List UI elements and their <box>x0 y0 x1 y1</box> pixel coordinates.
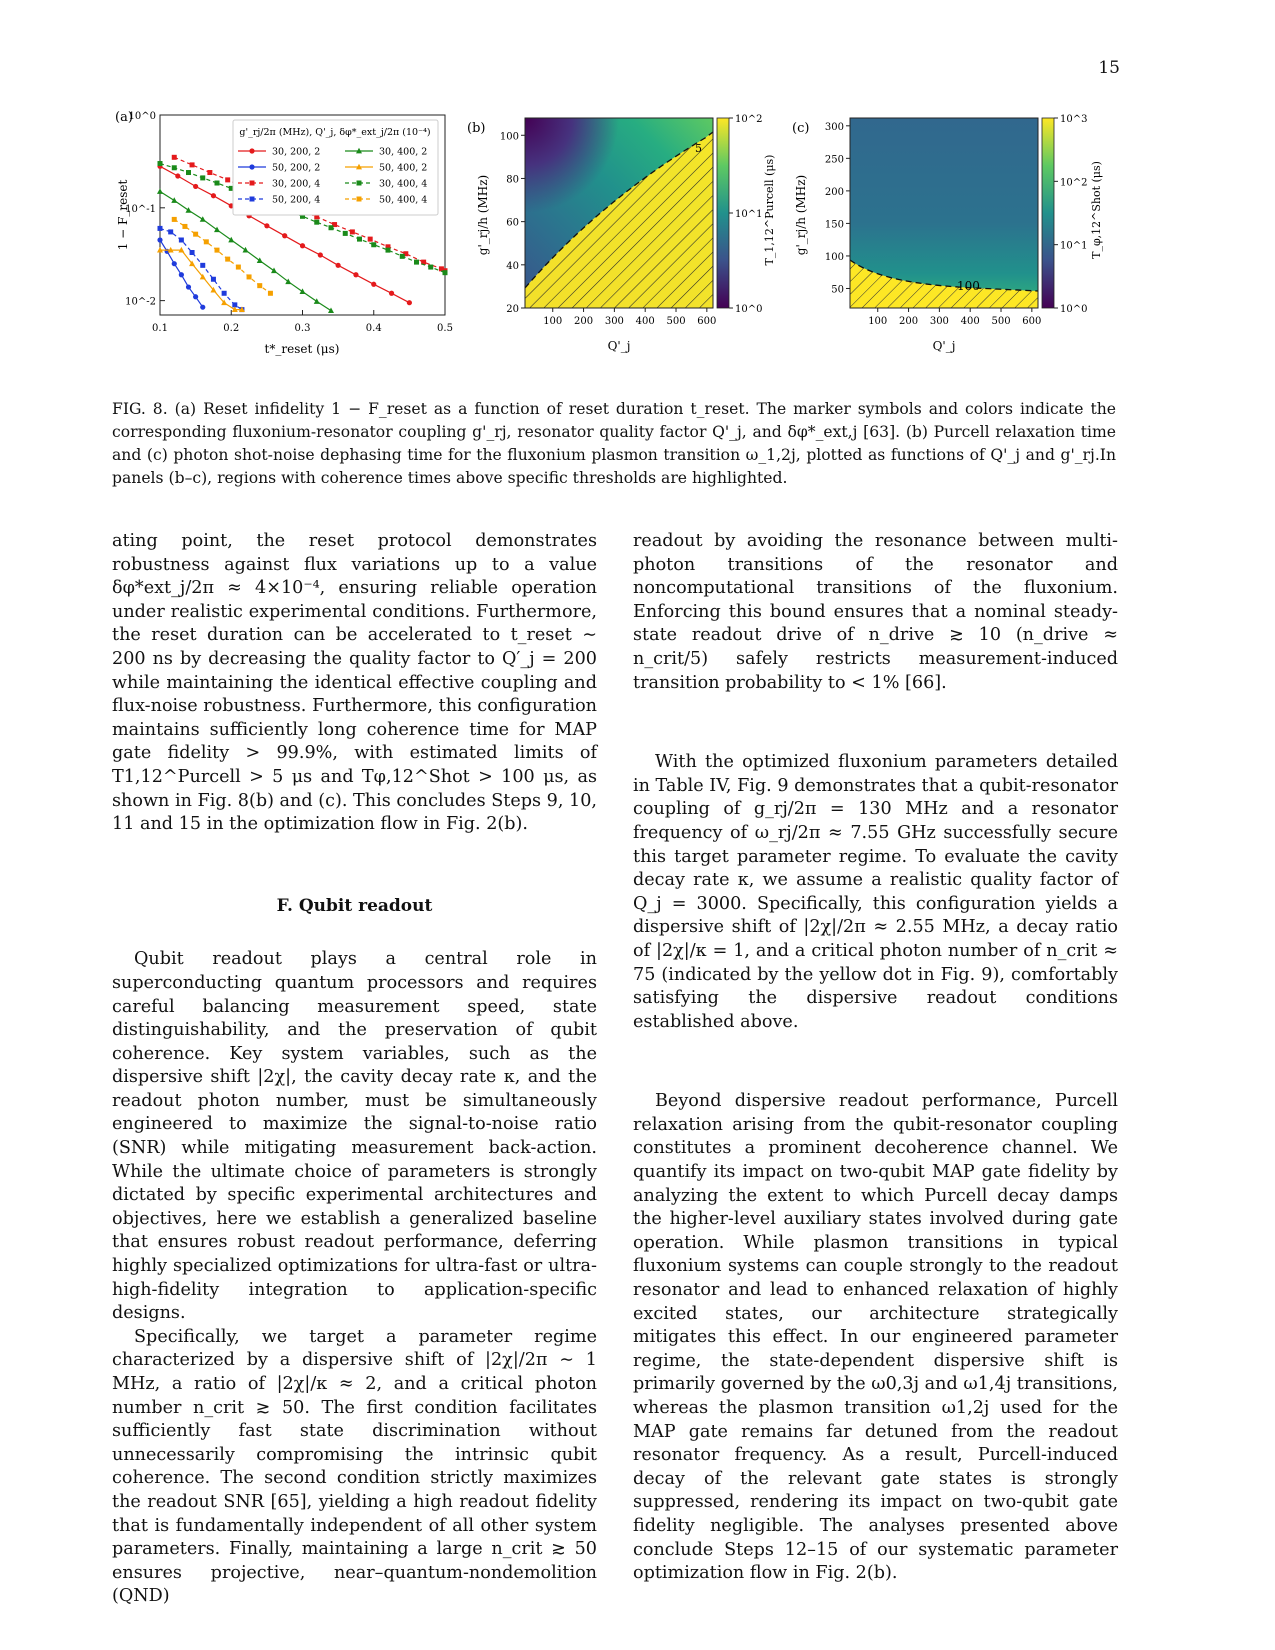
data-point <box>350 229 355 234</box>
data-point <box>443 270 448 275</box>
data-point <box>407 300 412 305</box>
panel-c-label: (c) <box>792 121 810 136</box>
data-point <box>236 265 241 270</box>
b-xtick-label: 500 <box>666 316 686 327</box>
legend-marker <box>357 197 362 202</box>
data-point <box>300 243 305 248</box>
a-ytick-label: 10^0 <box>128 111 156 122</box>
b-xtick-label: 100 <box>543 316 563 327</box>
data-point <box>368 237 373 242</box>
data-point <box>336 263 341 268</box>
b-cbar-tick: 10^1 <box>735 209 763 220</box>
a-xtick-label: 0.4 <box>365 323 382 334</box>
data-point <box>264 223 269 228</box>
panel-b-contour-label: 5 <box>695 142 702 155</box>
left-paragraph-1: ating point, the reset protocol demonstrates robustness against flux variations up to a value δφ*ext_j/2π ≈ 4×10⁻⁴, ensuring reliable operation under realistic experimental conditions. Furthermore, the reset duration can be accelerated to t_reset ∼ 200 ns by decreasing the quality factor to Q′_j = 200 while maintaining the identical effective coupling and flux-noise robustness. Furthermore, this configuration maintains sufficiently long coherence time for MAP gate fidelity > 99.9%, with estimated limits of T1,12^Purcell > 5 μs and Tφ,12^Shot > 100 μs, as shown in Fig. 8(b) and (c). This concludes Steps 9, 10, 11 and 15 in the optimization flow in Fig. 2(b). <box>112 531 597 835</box>
data-point <box>171 197 177 203</box>
data-point <box>215 181 220 186</box>
data-point <box>211 277 216 282</box>
data-point <box>207 170 212 175</box>
panel-b-ylabel: g'_rj/h (MHz) <box>476 174 490 256</box>
legend-label: 50, 400, 2 <box>379 162 428 174</box>
data-point <box>204 239 209 244</box>
a-xtick-label: 0.3 <box>294 323 311 334</box>
c-xtick-label: 400 <box>960 316 980 327</box>
b-cbar-tick: 10^0 <box>735 304 763 315</box>
c-cbar-tick: 10^3 <box>1060 114 1088 125</box>
panel-a-xlabel: t*_reset (μs) <box>264 342 340 356</box>
b-ytick-label: 40 <box>506 260 519 272</box>
panel-a-plot <box>116 111 453 356</box>
panel-c-ylabel: g'_rj/h (MHz) <box>794 174 808 256</box>
c-xtick-label: 500 <box>991 316 1011 327</box>
legend-marker <box>250 181 255 186</box>
legend-label: 30, 200, 2 <box>272 146 321 158</box>
a-xtick-label: 0.5 <box>437 323 453 334</box>
data-point <box>211 193 216 198</box>
b-ytick-label: 80 <box>506 174 519 186</box>
legend-marker <box>250 197 255 202</box>
data-point <box>157 188 163 194</box>
data-point <box>158 161 163 166</box>
right-paragraph-1: readout by avoiding the resonance between multi-photon transitions of the resonator and noncomputational transitions of the fluxonium. Enforcing this bound ensures that a nominal steady-state readout drive of n_drive ≳ 10 (n_drive ≈ n_crit/5) safely restricts measurement-induced transition probability to < 1% [66]. <box>633 531 1118 693</box>
data-point <box>328 307 334 313</box>
panel-c-xlabel: Q'_j <box>932 339 956 353</box>
data-point <box>314 298 320 304</box>
data-point <box>225 257 230 262</box>
data-point <box>193 294 198 299</box>
data-point <box>214 227 220 233</box>
panel-c-contour-label: 100 <box>957 279 980 293</box>
c-cbar-tick: 10^2 <box>1060 177 1088 189</box>
data-point <box>329 225 334 230</box>
figure-caption <box>112 398 1116 490</box>
data-point <box>190 162 195 167</box>
panel-b-xlabel: Q'_j <box>607 339 631 353</box>
legend-label: 30, 200, 4 <box>272 178 321 190</box>
data-point <box>282 233 287 238</box>
panel-a-label: (a) <box>115 110 133 125</box>
data-point <box>222 291 227 296</box>
data-point <box>172 261 177 266</box>
data-point <box>182 224 187 229</box>
c-ytick-label: 150 <box>824 219 844 231</box>
panel-b-heatmap <box>476 114 776 353</box>
b-ytick-label: 20 <box>506 304 519 315</box>
caption-text: (a) Reset infidelity 1 − F_reset as a function of reset duration t_reset. The marker symbols and colors indicate the corresponding fluxonium-resonator coupling g'_rj, resonator quality factor Q'_j, and δφ*_ext,j [63]. (b) Purcell relaxation time and (c) photon shot-noise dephasing time for the fluxonium plasmon transition ω_1,2j, plotted as functions of Q'_j and g'_rj.In panels (b–c), regions with coherence times above specific thresholds are highlighted. <box>112 400 1116 487</box>
data-point <box>414 260 419 265</box>
data-point <box>200 263 205 268</box>
data-point <box>389 291 394 296</box>
panel-a-legend <box>233 120 438 215</box>
data-point <box>190 250 195 255</box>
b-cbar-tick: 10^2 <box>735 114 763 125</box>
c-cbar-tick: 10^0 <box>1060 304 1088 315</box>
c-ytick-label: 200 <box>824 186 844 198</box>
figure-8 <box>105 110 1115 365</box>
data-point <box>200 216 206 222</box>
data-point <box>186 207 192 213</box>
data-point <box>168 229 173 234</box>
c-cbar-tick: 10^1 <box>1060 240 1088 252</box>
legend-label: 30, 400, 2 <box>379 146 428 158</box>
panel-c-cbar-label: T_φ,12^Shot (μs) <box>1090 161 1103 259</box>
series-line <box>174 219 270 293</box>
data-point <box>193 232 198 237</box>
legend-label: 50, 200, 4 <box>272 194 321 206</box>
left-paragraph-3: Specifically, we target a parameter regime characterized by a dispersive shift of |2χ|/2π ∼ 1 MHz, a ratio of |2χ|/κ ≈ 2, and a critical photon number n_crit ≳ 50. The first condition facilitates sufficiently fast state discrimination without unnecessarily compromising the intrinsic qubit coherence. The second condition strictly maximizes the readout SNR [65], yielding a high readout fidelity that is fundamentally independent of all other system parameters. Finally, maintaining a large n_crit ≳ 50 ensures projective, near–quantum-nondemolition (QND) <box>112 1326 597 1607</box>
data-point <box>186 284 191 289</box>
section-title: F. Qubit readout <box>276 895 433 916</box>
data-point <box>386 248 391 253</box>
data-point <box>257 283 262 288</box>
left-paragraph-2: Qubit readout plays a central role in superconducting quantum processors and requires careful balancing measurement speed, state distinguishability, and the preservation of qubit coherence. Key system variables, such as the dispersive shift |2χ|, the cavity decay rate κ, and the readout photon number, must be simultaneously engineered to maximize the signal-to-noise ratio (SNR) while mitigating measurement back-action. While the ultimate choice of parameters is strongly dictated by specific experimental architectures and objectives, here we establish a generalized baseline that ensures robust readout performance, deferring highly specialized optimizations for ultra-fast or ultra-high-fidelity integration to application-specific designs. <box>112 949 597 1324</box>
c-xtick-label: 300 <box>929 316 949 327</box>
data-point <box>172 165 177 170</box>
data-point <box>300 288 306 294</box>
legend-title: g'_rj/2π (MHz), Q'_j, δφ*_ext_j/2π (10⁻⁴) <box>239 127 431 138</box>
legend-label: 50, 200, 2 <box>272 162 321 174</box>
c-ytick-label: 300 <box>824 121 844 133</box>
data-point <box>179 237 184 242</box>
panel-b-cbar-label: T_1,12^Purcell (μs) <box>763 154 776 266</box>
data-point <box>225 177 230 182</box>
a-ytick-label: 10^-2 <box>125 296 156 308</box>
b-xtick-label: 200 <box>574 316 594 327</box>
data-point <box>243 247 249 253</box>
legend-label: 50, 400, 4 <box>379 194 428 206</box>
b-ytick-label: 100 <box>499 131 519 143</box>
data-point <box>400 254 405 259</box>
left-column <box>112 530 597 1609</box>
c-ytick-label: 250 <box>824 154 844 166</box>
data-point <box>200 305 205 310</box>
data-point <box>343 231 348 236</box>
data-point <box>371 282 376 287</box>
data-point <box>314 220 319 225</box>
right-column <box>633 530 1118 1586</box>
data-point <box>247 274 252 279</box>
page-number: 15 <box>1098 58 1120 78</box>
data-point <box>268 291 273 296</box>
b-xtick-label: 600 <box>697 316 717 327</box>
c-ytick-label: 50 <box>831 284 844 296</box>
data-point <box>157 237 162 242</box>
data-point <box>172 217 177 222</box>
panel-c-heatmap <box>794 114 1103 353</box>
data-point <box>179 272 184 277</box>
legend-marker <box>249 148 254 153</box>
data-point <box>175 173 180 178</box>
data-point <box>193 184 198 189</box>
data-point <box>357 237 362 242</box>
c-ytick-label: 100 <box>824 251 844 263</box>
data-point <box>200 175 205 180</box>
right-paragraph-2: With the optimized fluxonium parameters detailed in Table IV, Fig. 9 demonstrates that a qubit-resonator coupling of g_rj/2π = 130 MHz and a resonator frequency of ω_rj/2π ≈ 7.55 GHz successfully secure this target parameter regime. To evaluate the cavity decay rate κ, we assume a realistic quality factor of Q_j = 3000. Specifically, this configuration yields a dispersive shift of |2χ|/2π ≈ 2.55 MHz, a decay ratio of |2χ|/κ = 1, and a critical photon number of n_crit ≈ 75 (indicated by the yellow dot in Fig. 9), comfortably satisfying the dispersive readout conditions established above. <box>633 752 1118 1032</box>
panel-b-label: (b) <box>467 121 486 136</box>
legend-marker <box>357 181 362 186</box>
panel-a-ylabel: 1 − F_reset <box>116 179 130 251</box>
data-point <box>158 226 163 231</box>
data-point <box>228 237 234 243</box>
legend-label: 30, 400, 4 <box>379 178 428 190</box>
c-xtick-label: 100 <box>868 316 888 327</box>
data-point <box>271 268 277 274</box>
data-point <box>215 248 220 253</box>
data-point <box>257 257 263 263</box>
c-xtick-label: 600 <box>1022 316 1042 327</box>
data-point <box>186 170 191 175</box>
b-ytick-label: 60 <box>506 217 519 229</box>
data-point <box>318 252 323 257</box>
data-point <box>353 272 358 277</box>
data-point <box>428 265 433 270</box>
a-ytick-label: 10^-1 <box>125 203 156 215</box>
data-point <box>371 242 376 247</box>
b-xtick-label: 400 <box>635 316 655 327</box>
c-xtick-label: 200 <box>899 316 919 327</box>
b-xtick-label: 300 <box>604 316 624 327</box>
a-xtick-label: 0.2 <box>223 323 240 334</box>
a-xtick-label: 0.1 <box>152 323 168 334</box>
data-point <box>172 155 177 160</box>
right-paragraph-3: Beyond dispersive readout performance, Purcell relaxation arising from the qubit-resonator coupling constitutes a prominent decoherence channel. We quantify its impact on two-qubit MAP gate fidelity by analyzing the extent to which Purcell decay damps the higher-level auxiliary states involved during gate operation. While plasmon transitions in typical fluxonium systems can couple strongly to the readout resonator and lead to enhanced relaxation of highly excited states, our architecture strategically mitigates this effect. In our engineered parameter regime, the state-dependent dispersive shift is primarily governed by the ω0,3j and ω1,4j transitions, whereas the plasmon transition ω1,2j used for the MAP gate remains far detuned from the readout resonator frequency. As a result, Purcell-induced decay of the relevant gate states is strongly suppressed, rendering its impact on two-qubit gate fidelity negligible. The analyses presented above conclude Steps 12–15 of our systematic parameter optimization flow in Fig. 2(b). <box>633 1091 1118 1584</box>
caption-label: FIG. 8. <box>112 400 168 418</box>
legend-marker <box>249 164 254 169</box>
